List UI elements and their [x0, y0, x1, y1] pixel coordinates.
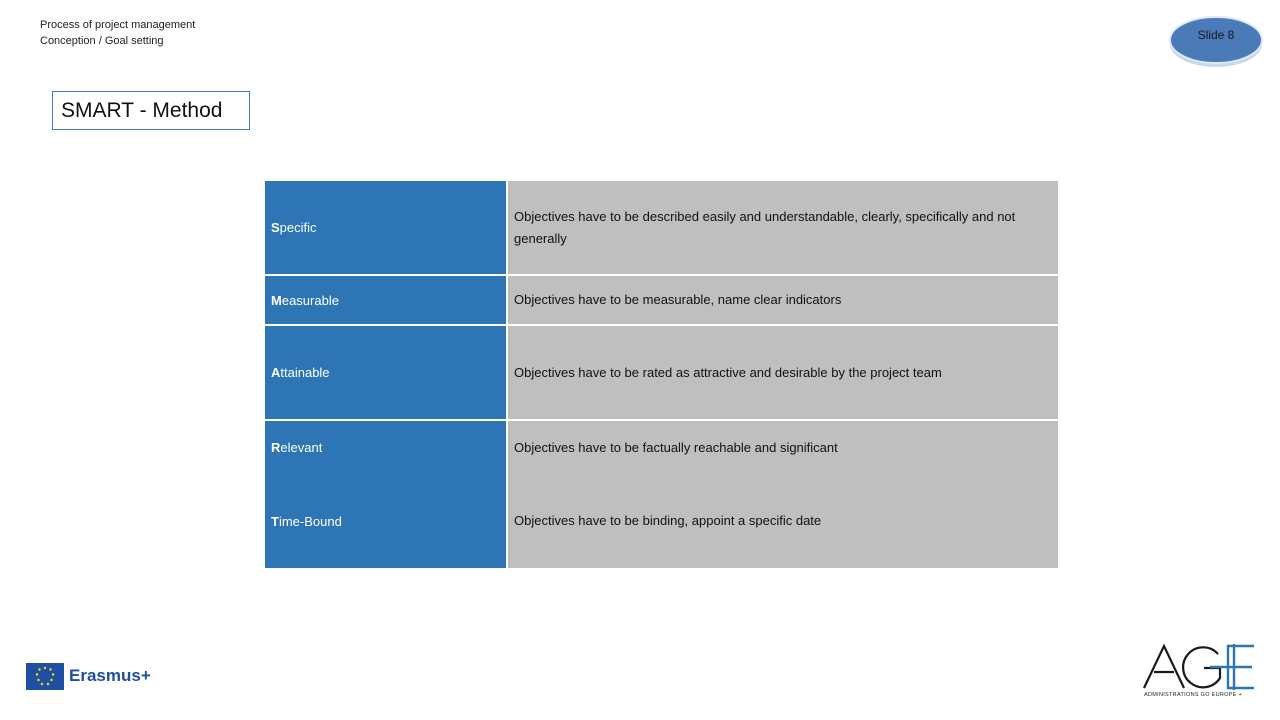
smart-term	[265, 474, 507, 568]
age-logo	[1142, 642, 1260, 702]
smart-description: Objectives have to be factually reachable and significant	[507, 420, 1058, 474]
term-initial: A	[271, 365, 281, 380]
term-initial: S	[271, 220, 280, 235]
term-rest: ime-Bound	[278, 513, 342, 529]
breadcrumb-line-1: Process of project management	[40, 19, 196, 31]
smart-description: Objectives have to be measurable, name clear indicators	[507, 275, 1058, 325]
erasmus-wordmark: Erasmus+	[69, 666, 151, 685]
smart-term	[265, 275, 507, 325]
smart-term	[265, 420, 507, 474]
breadcrumb-line-2: Conception / Goal setting	[40, 35, 164, 47]
smart-description: Objectives have to be rated as attractive and desirable by the project team	[507, 325, 1058, 420]
smart-description: Objectives have to be binding, appoint a specific date	[507, 474, 1058, 568]
breadcrumb	[40, 17, 195, 49]
age-letters-icon	[1142, 642, 1260, 692]
term-rest: easurable	[281, 292, 339, 308]
table-row	[265, 474, 1058, 568]
slide-number-label: Slide 8	[1197, 28, 1235, 42]
table-row	[265, 420, 1058, 474]
table-row	[265, 275, 1058, 325]
slide-number-badge	[1168, 13, 1264, 69]
term-rest: ttainable	[280, 365, 330, 380]
term-rest: elevant	[280, 440, 323, 455]
term-initial: R	[271, 440, 281, 455]
term-initial: T	[271, 513, 279, 529]
age-tagline: ADMINISTRATIONS GO EUROPE +	[1144, 692, 1242, 698]
smart-term	[265, 325, 507, 420]
smart-term	[265, 181, 507, 275]
table-row	[265, 325, 1058, 420]
term-initial: M	[271, 292, 282, 308]
page-title: SMART - Method	[52, 91, 250, 130]
smart-description: Objectives have to be described easily and understandable, clearly, specifically and not generally	[507, 181, 1058, 275]
smart-table	[265, 181, 1058, 568]
term-rest: pecific	[279, 220, 317, 235]
eu-flag-icon	[26, 663, 64, 690]
table-row	[265, 181, 1058, 275]
